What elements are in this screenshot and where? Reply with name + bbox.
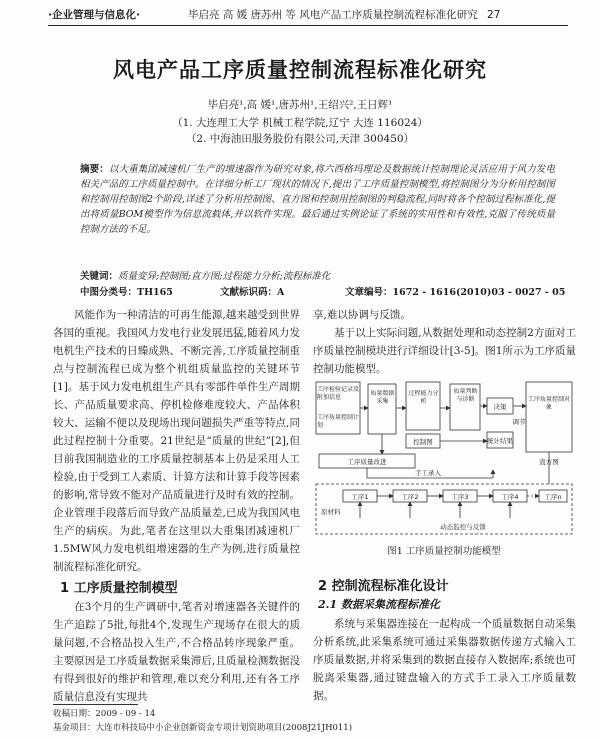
figure-1-caption: 图1 工序质量控制功能模型	[387, 546, 501, 557]
author-list: 毕启亮¹,高 媛¹,唐苏州¹,王绍兴²,王日辉¹	[207, 99, 393, 111]
affiliation-1: （1. 大连理工大学 机械工程学院,辽宁 大连 116024）	[172, 117, 428, 129]
keywords-label: 关键词：	[80, 271, 119, 282]
fund-note: 基金项目：大连市科技局中小企业创新资金专项计划资助项目(2008J21JH011)	[53, 723, 353, 733]
label-input1: 工序检验记录及附加信息	[317, 386, 359, 401]
label-adjust: 调节	[512, 418, 526, 426]
running-title	[188, 7, 500, 22]
intro-text	[53, 306, 300, 576]
abstract	[80, 162, 555, 237]
figure-1	[313, 378, 575, 538]
right-column-text	[313, 306, 576, 378]
label-judge: 质量判断与诊断	[453, 388, 478, 403]
abstract-text: 以大重集团减速机厂生产的增速器作为研究对象,将六西格玛理论及数据统计控制理论灵活应用于风力发电相关产品的工序质量控制中。在详细分析工厂现状的情况下,提出了工序质量控制模型,将控制图分为分析用控制图和控制用控制图2个阶段,详述了分析用控制图、直方图和控制用控制图的判稳流程,同时将各个控制过程标准化,提出将质量BOM模型作为信息流载体,并以软件实现。最后通过实例论证了系统的实用性和有效性,克服了传统质量控制方法的不足。	[80, 164, 555, 235]
label-feedback: 手工录入	[415, 469, 441, 477]
figure-intro-paragraph: 基于以上实际问题,从数据处理和动态控制2方面对工序质量控制模块进行详细设计[3-5]。图1所示为工序质量控制功能模型。	[313, 327, 576, 375]
label-pn: 工序n	[544, 493, 562, 501]
footnote-rule	[53, 704, 138, 705]
continued-paragraph: 享,难以协调与反馈。	[313, 309, 411, 321]
article-number: 文章编号：1672 - 1616(2010)03 - 0027 - 05	[345, 287, 566, 298]
keywords-text: 质量变异;控制图;直方图;过程能力分析;流程标准化	[118, 271, 331, 282]
subsection-2-1-heading: 2.1 数据采集流程标准化	[318, 598, 440, 611]
abstract-label: 摘要：	[80, 164, 109, 175]
label-chart: 控制图	[413, 438, 433, 446]
document-code: 文献标识码：A	[220, 287, 285, 298]
label-p2: 工序2	[401, 493, 419, 501]
header-rule	[48, 25, 568, 26]
label-stat: 统计结果	[487, 437, 513, 445]
label-side: 原材料	[321, 508, 341, 516]
label-p3: 工序3	[451, 493, 469, 501]
running-title-text: 毕启亮 高 媛 唐苏州 等 风电产品工序质量控制流程标准化研究	[188, 9, 478, 21]
label-collect: 质量数据采集	[370, 390, 395, 405]
label-decide: 决策	[493, 403, 507, 411]
keywords	[80, 268, 330, 282]
section-1-text	[53, 598, 300, 706]
paper-title: 风电产品工序质量控制流程标准化研究	[113, 58, 487, 82]
section-1-heading: 1 工序质量控制模型	[60, 581, 178, 596]
label-hint: 动态监控与反馈	[440, 523, 486, 531]
intro-paragraph: 风能作为一种清洁的可再生能源,越来越受到世界各国的重视。我国风力发电行业发展迅猛,随着风力发电机生产技术的日臻成熟、不断完善,工序质量控制重点与控制流程已成为整个机组质量监控的关键环节[1]。基于风力发电机组生产具有零部件单件生产周期长、产品质量要求高、停机检修难度较大、产品体积较大、运输不便以及现场出现问题损失严重等特点,同此过程控制十分重要。21世纪是“质量的世纪”[2],但目前我国制造业的工序质量控制基本上仍是采用人工检验,由于受到工人素质、计算方法和计算手段等因素的影响,常导致不能对产品质量进行及时有效的控制。企业管理手段落后而导致产品质量差,已成为我国风电生产的病疾。为此,笔者在这里以大重集团减速机厂1.5MW风力发电机组增速器的生产为例,进行质量控制流程标准化研究。	[53, 309, 300, 573]
label-improve: 工序质量改进	[347, 458, 387, 466]
journal-section: ·企业管理与信息化·	[48, 9, 140, 21]
label-analysis: 过程能力分析	[408, 390, 439, 405]
label-histogram: 直方图	[539, 458, 559, 466]
section-1-paragraph: 在3个月的生产调研中,笔者对增速器各关键件的生产追踪了5批,每批4个,发现生产现场存在很大的质量问题,不合格品投入生产,不合格品转序现象严重。主要原因是工序质量数据采集滞后,且质量检测数据没有得到很好的维护和管理,难以充分利用,还有各工序质量信息没有实现共	[53, 601, 300, 703]
section-2-text	[313, 615, 576, 705]
label-input2: 工序质量控制计划	[317, 414, 359, 429]
label-p4: 工序4	[501, 493, 519, 501]
label-output: 工序质量控制对象	[528, 396, 570, 411]
section-2-paragraph: 系统与采集器连接在一起构成一个质量数据自动采集分析系统,此采集系统可通过采集器数据传递方式输入工序质量数据,并将采集到的数据直接存入数据库;系统也可脱离采集器,通过键盘输入的方式手工录入工序质量数据。	[313, 618, 576, 702]
affiliation-2: （2. 中海油田服务股份有限公司,天津 300450）	[185, 133, 415, 145]
page-number: 27	[487, 9, 501, 21]
label-p1: 工序1	[351, 493, 369, 501]
clc-number: 中图分类号：TH165	[80, 287, 173, 298]
section-2-heading: 2 控制流程标准化设计	[318, 579, 449, 594]
received-date: 收稿日期：2009 - 09 - 14	[53, 709, 156, 719]
